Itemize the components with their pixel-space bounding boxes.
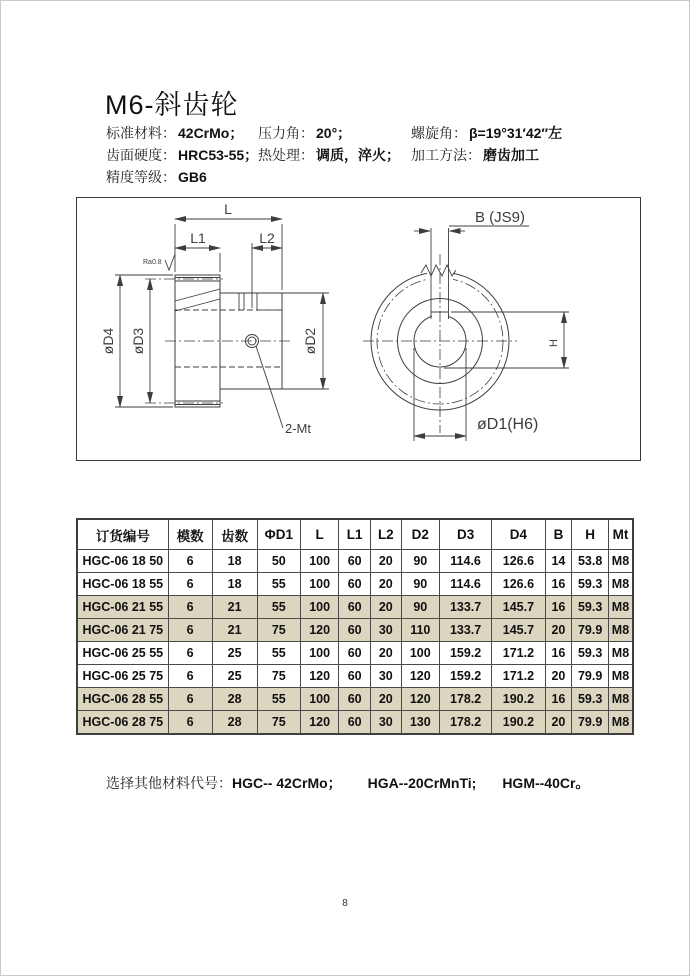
table-cell: 100 — [300, 688, 338, 711]
surface-finish-label: Ra0.8 — [143, 259, 162, 266]
table-cell: 133.7 — [439, 596, 491, 619]
spec-value: 调质，淬火； — [316, 147, 400, 163]
table-cell: 145.7 — [492, 596, 545, 619]
dim-label-b: B (JS9) — [475, 209, 526, 226]
spec-value: 42CrMo； — [178, 125, 244, 141]
spec-hardness — [106, 145, 258, 165]
table-cell: 30 — [371, 619, 402, 642]
table-cell: 100 — [300, 596, 338, 619]
table-cell: 20 — [371, 550, 402, 573]
table-cell: 20 — [371, 688, 402, 711]
side-view — [100, 201, 329, 436]
column-header: D2 — [401, 519, 439, 550]
table-row — [77, 596, 633, 619]
column-header: ΦD1 — [257, 519, 300, 550]
table-cell: 60 — [339, 688, 371, 711]
table-cell: HGC-06 21 55 — [77, 596, 168, 619]
table-cell: 6 — [168, 596, 212, 619]
note-code-hgc: HGC-- 42CrMo； — [232, 775, 342, 791]
table-cell: 60 — [339, 619, 371, 642]
dim-label-d3: øD3 — [130, 327, 146, 355]
table-cell: 75 — [257, 619, 300, 642]
table-cell: 110 — [401, 619, 439, 642]
table-cell: M8 — [608, 550, 633, 573]
dim-label-d2: øD2 — [302, 327, 318, 355]
spec-value: β=19°31′42″左 — [469, 125, 563, 141]
table-cell: 20 — [545, 665, 572, 688]
column-header: H — [572, 519, 609, 550]
table-cell: M8 — [608, 619, 633, 642]
surface-finish-icon — [165, 254, 175, 270]
table-cell: 18 — [212, 573, 257, 596]
table-cell: 126.6 — [492, 573, 545, 596]
table-header-row — [77, 519, 633, 550]
table-cell: 60 — [339, 642, 371, 665]
spec-label: 加工方法： — [411, 147, 481, 163]
table-cell: 79.9 — [572, 665, 609, 688]
spec-machining — [411, 145, 539, 165]
note-intro: 选择其他材料代号： — [106, 775, 232, 791]
table-cell: 6 — [168, 688, 212, 711]
table-cell: 6 — [168, 550, 212, 573]
table-cell: HGC-06 25 55 — [77, 642, 168, 665]
table-cell: 20 — [545, 619, 572, 642]
table-cell: 59.3 — [572, 642, 609, 665]
page-number: 8 — [342, 898, 348, 909]
table-cell: 55 — [257, 596, 300, 619]
table-cell: M8 — [608, 665, 633, 688]
column-header: D3 — [439, 519, 491, 550]
table-cell: 20 — [371, 642, 402, 665]
table-cell: 28 — [212, 688, 257, 711]
spec-value: 20°； — [316, 125, 352, 141]
dim-label-l2: L2 — [259, 230, 275, 246]
dim-label-mt: 2-Mt — [285, 421, 311, 436]
table-cell: 60 — [339, 550, 371, 573]
table-cell: 114.6 — [439, 550, 491, 573]
table-row — [77, 665, 633, 688]
table-cell: 59.3 — [572, 596, 609, 619]
table-cell: 18 — [212, 550, 257, 573]
table-cell: 28 — [212, 711, 257, 735]
dim-label-l1: L1 — [190, 230, 206, 246]
table-cell: 16 — [545, 573, 572, 596]
material-code-note — [106, 773, 589, 793]
table-cell: 6 — [168, 711, 212, 735]
table-cell: 178.2 — [439, 688, 491, 711]
table-cell: 55 — [257, 573, 300, 596]
spec-label: 螺旋角： — [411, 125, 467, 141]
dim-label-l: L — [224, 201, 232, 217]
leader-line — [256, 346, 283, 428]
table-cell: 6 — [168, 619, 212, 642]
table-cell: 120 — [401, 688, 439, 711]
page-title: M6-斜齿轮 — [105, 90, 239, 120]
table-row — [77, 550, 633, 573]
column-header: 订货编号 — [77, 519, 168, 550]
column-header: D4 — [492, 519, 545, 550]
table-cell: 120 — [300, 619, 338, 642]
table-cell: 20 — [371, 596, 402, 619]
table-cell: M8 — [608, 688, 633, 711]
table-cell: 145.7 — [492, 619, 545, 642]
column-header: Mt — [608, 519, 633, 550]
table-cell: 100 — [300, 642, 338, 665]
table-cell: 133.7 — [439, 619, 491, 642]
helix-line — [175, 289, 220, 301]
table-cell: 60 — [339, 573, 371, 596]
table-row — [77, 642, 633, 665]
table-cell: 59.3 — [572, 573, 609, 596]
dim-label-d4: øD4 — [100, 327, 116, 355]
table-cell: 190.2 — [492, 711, 545, 735]
table-cell: 75 — [257, 665, 300, 688]
column-header: L1 — [339, 519, 371, 550]
table-cell: 59.3 — [572, 688, 609, 711]
table-cell: 55 — [257, 688, 300, 711]
table-cell: 50 — [257, 550, 300, 573]
gear-data-table — [76, 518, 634, 735]
table-cell: 100 — [300, 573, 338, 596]
table-cell: HGC-06 18 50 — [77, 550, 168, 573]
column-header: L — [300, 519, 338, 550]
note-code-hgm: HGM--40Cr。 — [502, 775, 590, 791]
gear-drawing — [77, 198, 638, 458]
table-cell: 120 — [401, 665, 439, 688]
table-cell: 30 — [371, 665, 402, 688]
helix-line — [175, 299, 220, 311]
table-cell: 60 — [339, 665, 371, 688]
table-cell: 53.8 — [572, 550, 609, 573]
table-row — [77, 688, 633, 711]
table-cell: 21 — [212, 596, 257, 619]
table-row — [77, 711, 633, 735]
table-cell: 16 — [545, 642, 572, 665]
table-cell: 20 — [371, 573, 402, 596]
table-cell: 16 — [545, 688, 572, 711]
table-cell: 14 — [545, 550, 572, 573]
table-row — [77, 573, 633, 596]
table-cell: 79.9 — [572, 619, 609, 642]
table-cell: 100 — [401, 642, 439, 665]
spec-label: 热处理： — [258, 147, 314, 163]
technical-drawing-frame — [76, 197, 641, 461]
table-cell: 114.6 — [439, 573, 491, 596]
table-cell: M8 — [608, 573, 633, 596]
table-cell: 79.9 — [572, 711, 609, 735]
table-cell: M8 — [608, 596, 633, 619]
spec-label: 标准材料： — [106, 125, 176, 141]
table-cell: 25 — [212, 642, 257, 665]
table-cell: 178.2 — [439, 711, 491, 735]
spec-pressure-angle — [258, 123, 351, 143]
table-cell: 100 — [300, 550, 338, 573]
table-cell: 171.2 — [492, 642, 545, 665]
spec-value: HRC53-55； — [178, 147, 259, 163]
table-cell: 90 — [401, 550, 439, 573]
table-row — [77, 619, 633, 642]
table-cell: HGC-06 28 75 — [77, 711, 168, 735]
spec-label: 精度等级： — [106, 169, 176, 185]
table-cell: 159.2 — [439, 665, 491, 688]
table-cell: 130 — [401, 711, 439, 735]
table-cell: 16 — [545, 596, 572, 619]
dim-label-d1: øD1(H6) — [477, 416, 539, 433]
table-cell: 126.6 — [492, 550, 545, 573]
table-cell: HGC-06 28 55 — [77, 688, 168, 711]
table-cell: HGC-06 21 75 — [77, 619, 168, 642]
table-cell: M8 — [608, 711, 633, 735]
table-cell: 6 — [168, 665, 212, 688]
table-cell: 60 — [339, 596, 371, 619]
front-view — [363, 209, 569, 441]
keyway-section-hatch — [257, 293, 282, 310]
spec-precision — [106, 167, 207, 187]
column-header: L2 — [371, 519, 402, 550]
table-cell: 25 — [212, 665, 257, 688]
spec-value: 磨齿加工 — [483, 147, 539, 163]
spec-helix-angle — [411, 123, 562, 143]
table-cell: 190.2 — [492, 688, 545, 711]
table-cell: 60 — [339, 711, 371, 735]
spec-label: 压力角： — [258, 125, 314, 141]
table-cell: HGC-06 25 75 — [77, 665, 168, 688]
column-header: 模数 — [168, 519, 212, 550]
table-cell: 6 — [168, 642, 212, 665]
table-cell: HGC-06 18 55 — [77, 573, 168, 596]
dim-label-h: H — [548, 339, 560, 347]
table-cell: 20 — [545, 711, 572, 735]
spec-heat-treatment — [258, 145, 400, 165]
spec-value: GB6 — [178, 169, 207, 185]
table-cell: 120 — [300, 711, 338, 735]
table-cell: 55 — [257, 642, 300, 665]
spec-material — [106, 123, 243, 143]
table-cell: 159.2 — [439, 642, 491, 665]
table-cell: 120 — [300, 665, 338, 688]
table-cell: 30 — [371, 711, 402, 735]
table-cell: 21 — [212, 619, 257, 642]
spec-label: 齿面硬度： — [106, 147, 176, 163]
table-cell: 75 — [257, 711, 300, 735]
table-cell: 90 — [401, 573, 439, 596]
table-cell: 6 — [168, 573, 212, 596]
table-cell: M8 — [608, 642, 633, 665]
table-cell: 90 — [401, 596, 439, 619]
column-header: 齿数 — [212, 519, 257, 550]
table-cell: 171.2 — [492, 665, 545, 688]
column-header: B — [545, 519, 572, 550]
note-code-hga: HGA--20CrMnTi; — [367, 775, 477, 791]
